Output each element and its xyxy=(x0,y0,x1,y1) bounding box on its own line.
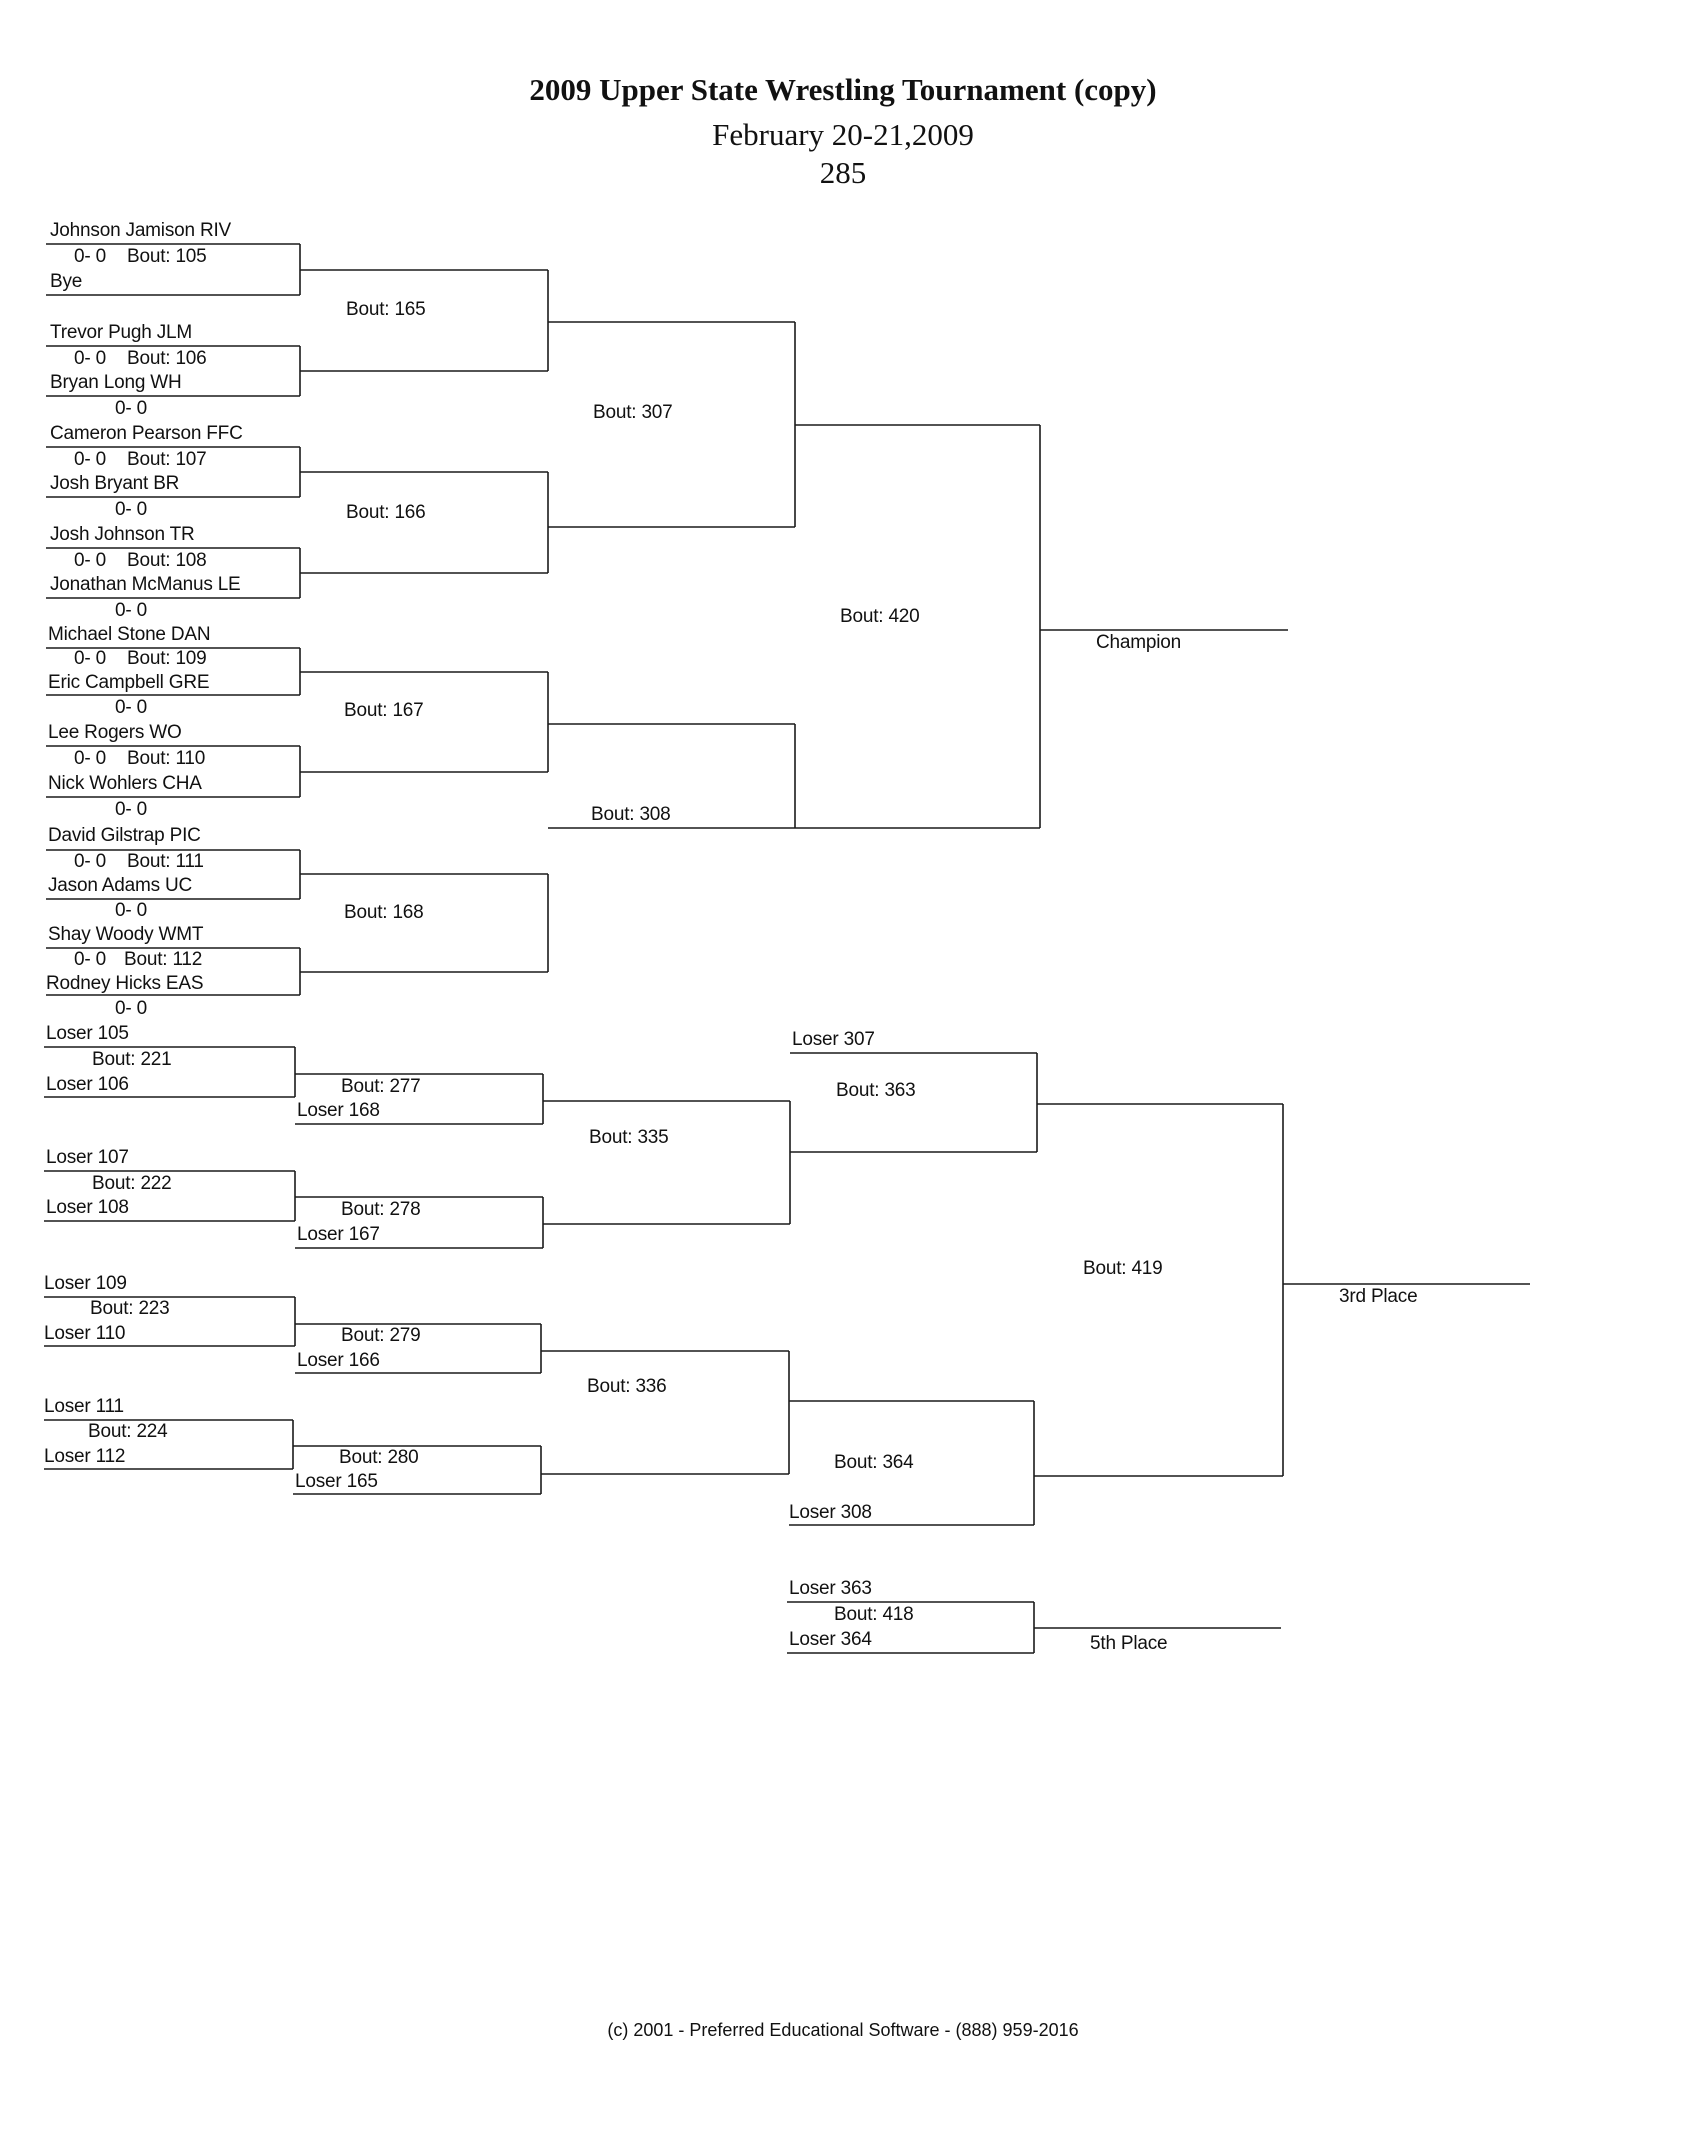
entrant-name: Rodney Hicks EAS xyxy=(46,973,204,994)
entrant-name: Eric Campbell GRE xyxy=(48,672,210,693)
bout-number: Bout: 106 xyxy=(127,348,207,369)
entrant-name: Cameron Pearson FFC xyxy=(50,423,243,444)
bout-number: Bout: 419 xyxy=(1083,1258,1163,1279)
loser-label: Loser 307 xyxy=(792,1029,875,1050)
bout-number: Bout: 363 xyxy=(836,1080,916,1101)
bout-number: Bout: 307 xyxy=(593,402,673,423)
bout-number: Bout: 418 xyxy=(834,1604,914,1625)
entrant-record: 0- 0 xyxy=(74,748,106,769)
loser-label: Loser 106 xyxy=(46,1074,129,1095)
loser-label: Loser 165 xyxy=(295,1471,378,1492)
loser-label: Loser 107 xyxy=(46,1147,129,1168)
bout-number: Bout: 335 xyxy=(589,1127,669,1148)
bout-number: Bout: 308 xyxy=(591,804,671,825)
consolation-round3-brackets xyxy=(541,1101,790,1474)
entrant-record: 0- 0 xyxy=(74,851,106,872)
bout-number: Bout: 224 xyxy=(88,1421,168,1442)
entrant-name: Josh Johnson TR xyxy=(50,524,195,545)
entrant-name: Nick Wohlers CHA xyxy=(48,773,202,794)
entrant-record: 0- 0 xyxy=(115,499,147,520)
third-place-bracket xyxy=(1034,1104,1530,1476)
loser-label: Loser 108 xyxy=(46,1197,129,1218)
tournament-date: February 20-21,2009 xyxy=(712,117,974,152)
round2-brackets xyxy=(300,270,548,972)
entrant-record: 0- 0 xyxy=(115,697,147,718)
page-title: 2009 Upper State Wrestling Tournament (copy) xyxy=(529,72,1157,107)
bout-number: Bout: 110 xyxy=(127,748,206,769)
loser-label: Loser 363 xyxy=(789,1578,872,1599)
loser-label: Loser 168 xyxy=(297,1100,380,1121)
bout-number: Bout: 420 xyxy=(840,606,920,627)
entrant-name: Bye xyxy=(50,271,83,292)
bout-number: Bout: 336 xyxy=(587,1376,667,1397)
entrant-record: 0- 0 xyxy=(74,949,106,970)
loser-label: Loser 112 xyxy=(44,1446,126,1467)
entrant-name: Michael Stone DAN xyxy=(48,624,211,645)
bout-number: Bout: 108 xyxy=(127,550,207,571)
entrant-name: Trevor Pugh JLM xyxy=(50,322,193,343)
entrant-name: Josh Bryant BR xyxy=(50,473,180,494)
loser-label: Loser 105 xyxy=(46,1023,129,1044)
loser-label: Loser 109 xyxy=(44,1273,127,1294)
copyright-footer: (c) 2001 - Preferred Educational Software - (888) 959-2016 xyxy=(607,2020,1079,2040)
entrant-record: 0- 0 xyxy=(74,550,106,571)
bout-number: Bout: 222 xyxy=(92,1173,172,1194)
entrant-record: 0- 0 xyxy=(115,600,147,621)
semifinal-brackets xyxy=(548,322,795,828)
bout-number: Bout: 168 xyxy=(344,902,424,923)
bout-number: Bout: 223 xyxy=(90,1298,170,1319)
entrant-record: 0- 0 xyxy=(115,998,147,1019)
third-place-label: 3rd Place xyxy=(1339,1286,1418,1307)
bout-number: Bout: 107 xyxy=(127,449,207,470)
weight-class: 285 xyxy=(819,155,867,190)
bout-number: Bout: 279 xyxy=(341,1325,421,1346)
entrant-record: 0- 0 xyxy=(74,648,106,669)
entrant-name: Shay Woody WMT xyxy=(48,924,204,945)
entrant-record: 0- 0 xyxy=(115,398,147,419)
entrant-name: Jason Adams UC xyxy=(48,875,192,896)
entrant-name: Johnson Jamison RIV xyxy=(50,220,232,241)
champion-label: Champion xyxy=(1096,632,1182,653)
loser-label: Loser 110 xyxy=(44,1323,126,1344)
loser-label: Loser 111 xyxy=(44,1396,124,1417)
bout-number: Bout: 221 xyxy=(92,1049,172,1070)
consolation-round2-brackets xyxy=(293,1074,543,1494)
bout-number: Bout: 278 xyxy=(341,1199,421,1220)
bout-number: Bout: 165 xyxy=(346,299,426,320)
bout-number: Bout: 364 xyxy=(834,1452,914,1473)
entrant-record: 0- 0 xyxy=(74,449,106,470)
entrant-record: 0- 0 xyxy=(115,799,147,820)
fifth-place-label: 5th Place xyxy=(1090,1633,1168,1654)
bout-number: Bout: 112 xyxy=(124,949,203,970)
entrant-record: 0- 0 xyxy=(115,900,147,921)
bout-number: Bout: 109 xyxy=(127,648,207,669)
entrant-name: David Gilstrap PIC xyxy=(48,825,201,846)
entrant-name: Bryan Long WH xyxy=(50,372,182,393)
loser-label: Loser 166 xyxy=(297,1350,380,1371)
bout-number: Bout: 111 xyxy=(127,851,204,872)
entrant-record: 0- 0 xyxy=(74,348,106,369)
loser-label: Loser 167 xyxy=(297,1224,380,1245)
bout-number: Bout: 166 xyxy=(346,502,426,523)
bout-number: Bout: 167 xyxy=(344,700,424,721)
entrant-name: Lee Rogers WO xyxy=(48,722,182,743)
entrant-record: 0- 0 xyxy=(74,246,106,267)
bout-number: Bout: 105 xyxy=(127,246,207,267)
bout-number: Bout: 280 xyxy=(339,1447,419,1468)
loser-label: Loser 308 xyxy=(789,1502,872,1523)
entrant-name: Jonathan McManus LE xyxy=(50,574,241,595)
loser-label: Loser 364 xyxy=(789,1629,872,1650)
bout-number: Bout: 277 xyxy=(341,1076,421,1097)
